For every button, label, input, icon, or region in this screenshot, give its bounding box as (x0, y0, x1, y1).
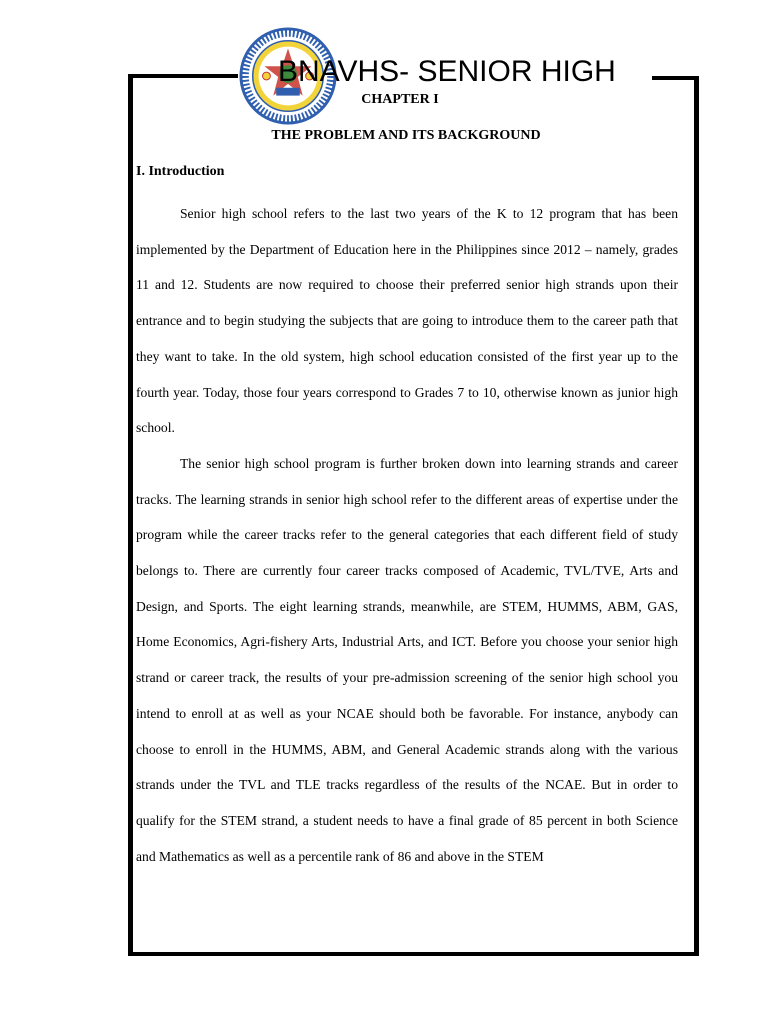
page-border-top-left (128, 74, 238, 78)
paragraph: Senior high school refers to the last two years of the K to 12 program that has been implemented by the Department of Education here in the Philippines since 2012 – namely, grades 11 and 12. Students are now required to choose their preferred senior high strands upon their entrance and to begin studying the subjects that are going to introduce them to the career path that they want to take. In the old system, high school education consisted of the first year up to the fourth year. Today, those four years correspond to Grades 7 to 10, otherwise known as junior high school. (136, 206, 678, 436)
page-border-right (694, 76, 699, 956)
section-heading: I. Introduction (136, 164, 225, 179)
page-border-top-right (652, 76, 698, 80)
body-text (136, 196, 678, 874)
document-title: THE PROBLEM AND ITS BACKGROUND (271, 128, 541, 143)
page-border-bottom (128, 952, 699, 956)
paragraph: The senior high school program is further broken down into learning strands and career tracks. The learning strands in senior high school refer to the different areas of expertise under the program while the career tracks refer to the general categories that each different field of study belongs to. There are currently four career tracks composed of Academic, TVL/TVE, Arts and Design, and Sports. The eight learning strands, meanwhile, are STEM, HUMMS, ABM, GAS, Home Economics, Agri-fishery Arts, Industrial Arts, and ICT. Before you choose your senior high strand or career track, the results of your pre-admission screening of the senior high school you intend to enroll at as well as your NCAE should both be favorable. For instance, anybody can choose to enroll in the HUMMS, ABM, and General Academic strands along with the various strands under the TVL and TLE tracks regardless of the results of the NCAE. But in order to qualify for the STEM strand, a student needs to have a final grade of 85 percent in both Science and Mathematics as well as a percentile rank of 86 and above in the STEM (136, 455, 678, 864)
school-title: BNAVHS- SENIOR HIGH (278, 55, 616, 88)
chapter-label: CHAPTER I (361, 92, 439, 107)
page-border-left (128, 74, 133, 956)
